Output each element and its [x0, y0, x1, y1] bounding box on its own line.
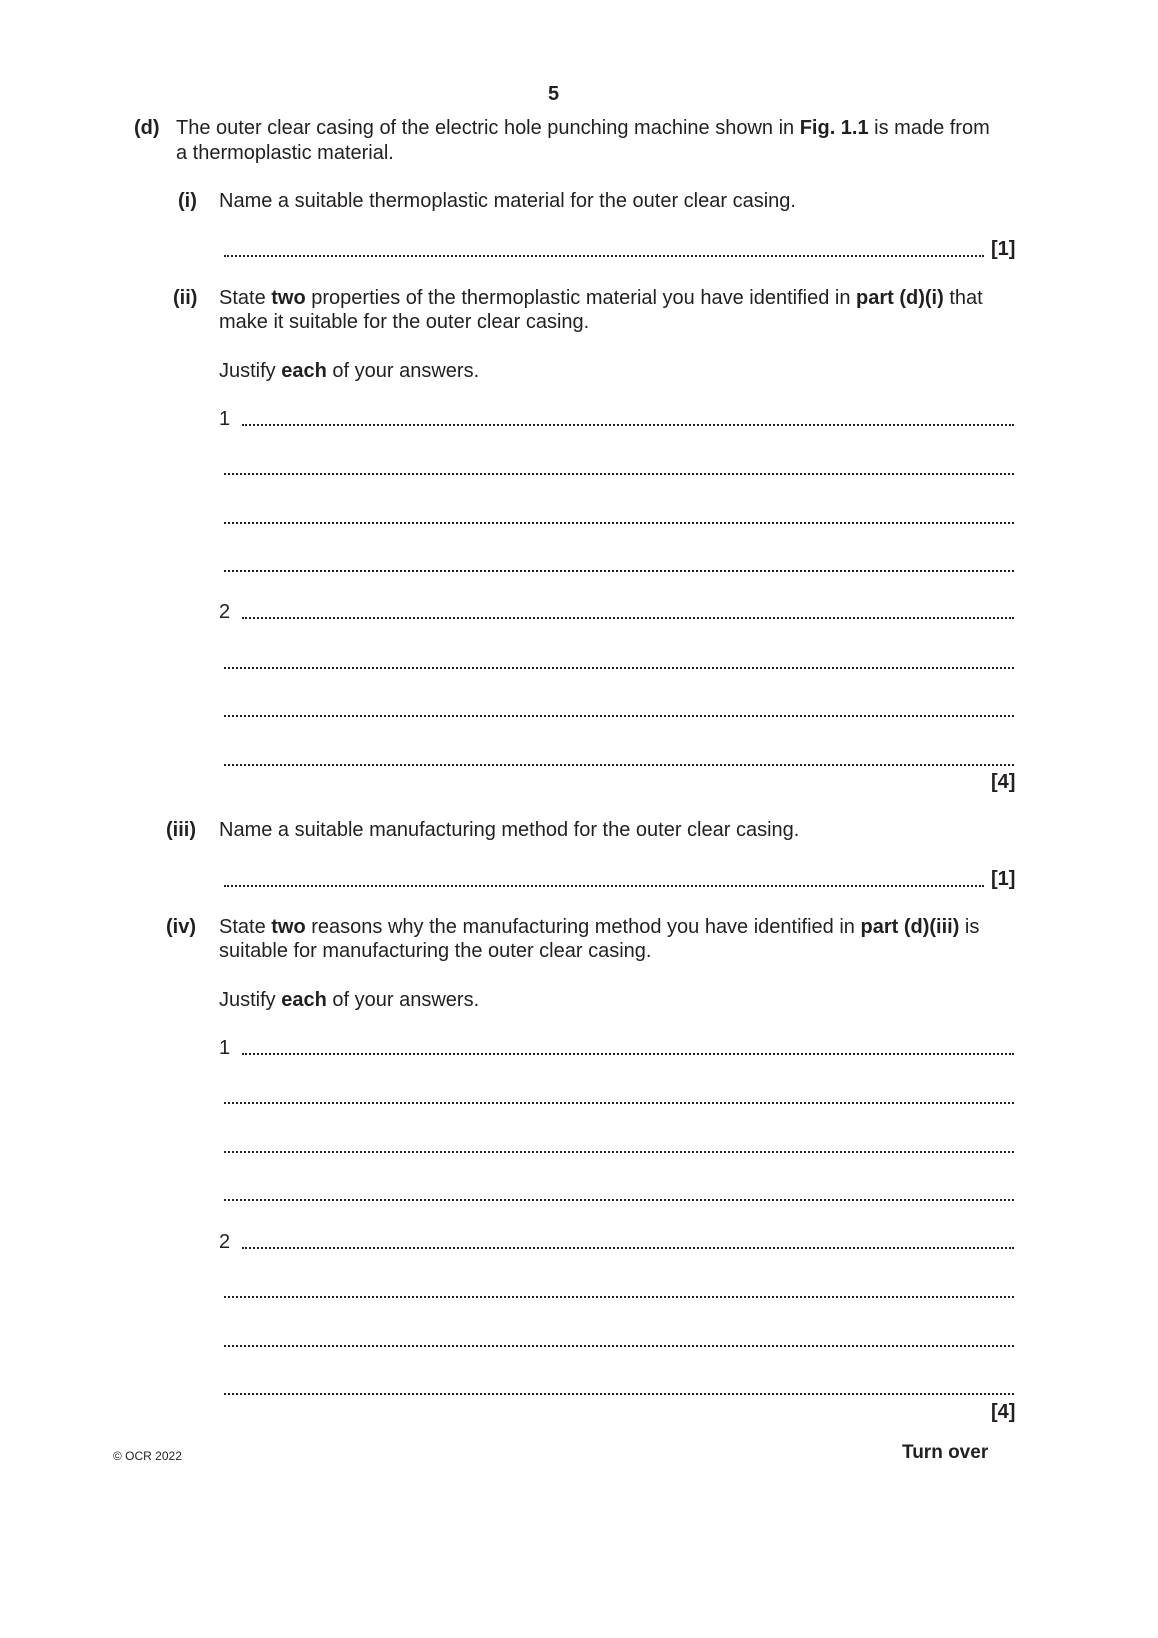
answer-line-iv-1a[interactable]: [242, 1053, 1014, 1055]
answer-line-iv-1c[interactable]: [224, 1151, 1014, 1153]
q-iii-text: Name a suitable manufacturing method for the outer clear casing.: [219, 819, 800, 841]
part-d-stem-line1: The outer clear casing of the electric hole punching machine shown in Fig. 1.1 is made from: [176, 117, 990, 139]
answer-line-ii-2d[interactable]: [224, 764, 1014, 766]
turn-over-label: Turn over: [902, 1442, 989, 1463]
answer-line-iv-1b[interactable]: [224, 1102, 1014, 1104]
q-i-mark: [1]: [991, 238, 1016, 260]
q-iv-stem-line1: State two reasons why the manufacturing method you have identified in part (d)(iii) is: [219, 916, 980, 938]
q-iv-justify: Justify each of your answers.: [219, 989, 480, 1011]
answer-line-iv-2c[interactable]: [224, 1345, 1014, 1347]
q-ii-justify: Justify each of your answers.: [219, 360, 480, 382]
answer-line-iv-2a[interactable]: [242, 1247, 1014, 1249]
q-iv-stem-line2: suitable for manufacturing the outer clear casing.: [219, 940, 652, 962]
q-iii-mark: [1]: [991, 868, 1016, 890]
answer-line-iv-2d[interactable]: [224, 1393, 1014, 1395]
page-number: 5: [548, 83, 560, 105]
answer-line-ii-1a[interactable]: [242, 424, 1014, 426]
q-i-label: (i): [178, 190, 197, 212]
answer-line-i[interactable]: [224, 255, 984, 257]
part-d-stem-line2: a thermoplastic material.: [176, 142, 394, 164]
q-iv-answer-number-2: 2: [219, 1231, 231, 1253]
q-ii-stem-line2: make it suitable for the outer clear casing.: [219, 311, 590, 333]
q-ii-answer-number-2: 2: [219, 601, 231, 623]
q-ii-mark: [4]: [991, 771, 1016, 793]
answer-line-iii[interactable]: [224, 885, 984, 887]
q-ii-label: (ii): [173, 287, 198, 309]
q-iv-mark: [4]: [991, 1401, 1016, 1423]
answer-line-ii-1c[interactable]: [224, 522, 1014, 524]
answer-line-ii-2c[interactable]: [224, 715, 1014, 717]
q-ii-answer-number-1: 1: [219, 408, 231, 430]
q-iii-label: (iii): [166, 819, 196, 841]
answer-line-iv-1d[interactable]: [224, 1199, 1014, 1201]
part-d-label: (d): [134, 117, 160, 139]
answer-line-ii-2a[interactable]: [242, 617, 1014, 619]
q-i-text: Name a suitable thermoplastic material for the outer clear casing.: [219, 190, 796, 212]
q-iv-answer-number-1: 1: [219, 1037, 231, 1059]
copyright-notice: © OCR 2022: [113, 1449, 182, 1463]
q-ii-stem-line1: State two properties of the thermoplastic material you have identified in part (d)(i) that: [219, 287, 983, 309]
q-iv-label: (iv): [166, 916, 196, 938]
answer-line-iv-2b[interactable]: [224, 1296, 1014, 1298]
answer-line-ii-1d[interactable]: [224, 570, 1014, 572]
answer-line-ii-2b[interactable]: [224, 667, 1014, 669]
answer-line-ii-1b[interactable]: [224, 473, 1014, 475]
